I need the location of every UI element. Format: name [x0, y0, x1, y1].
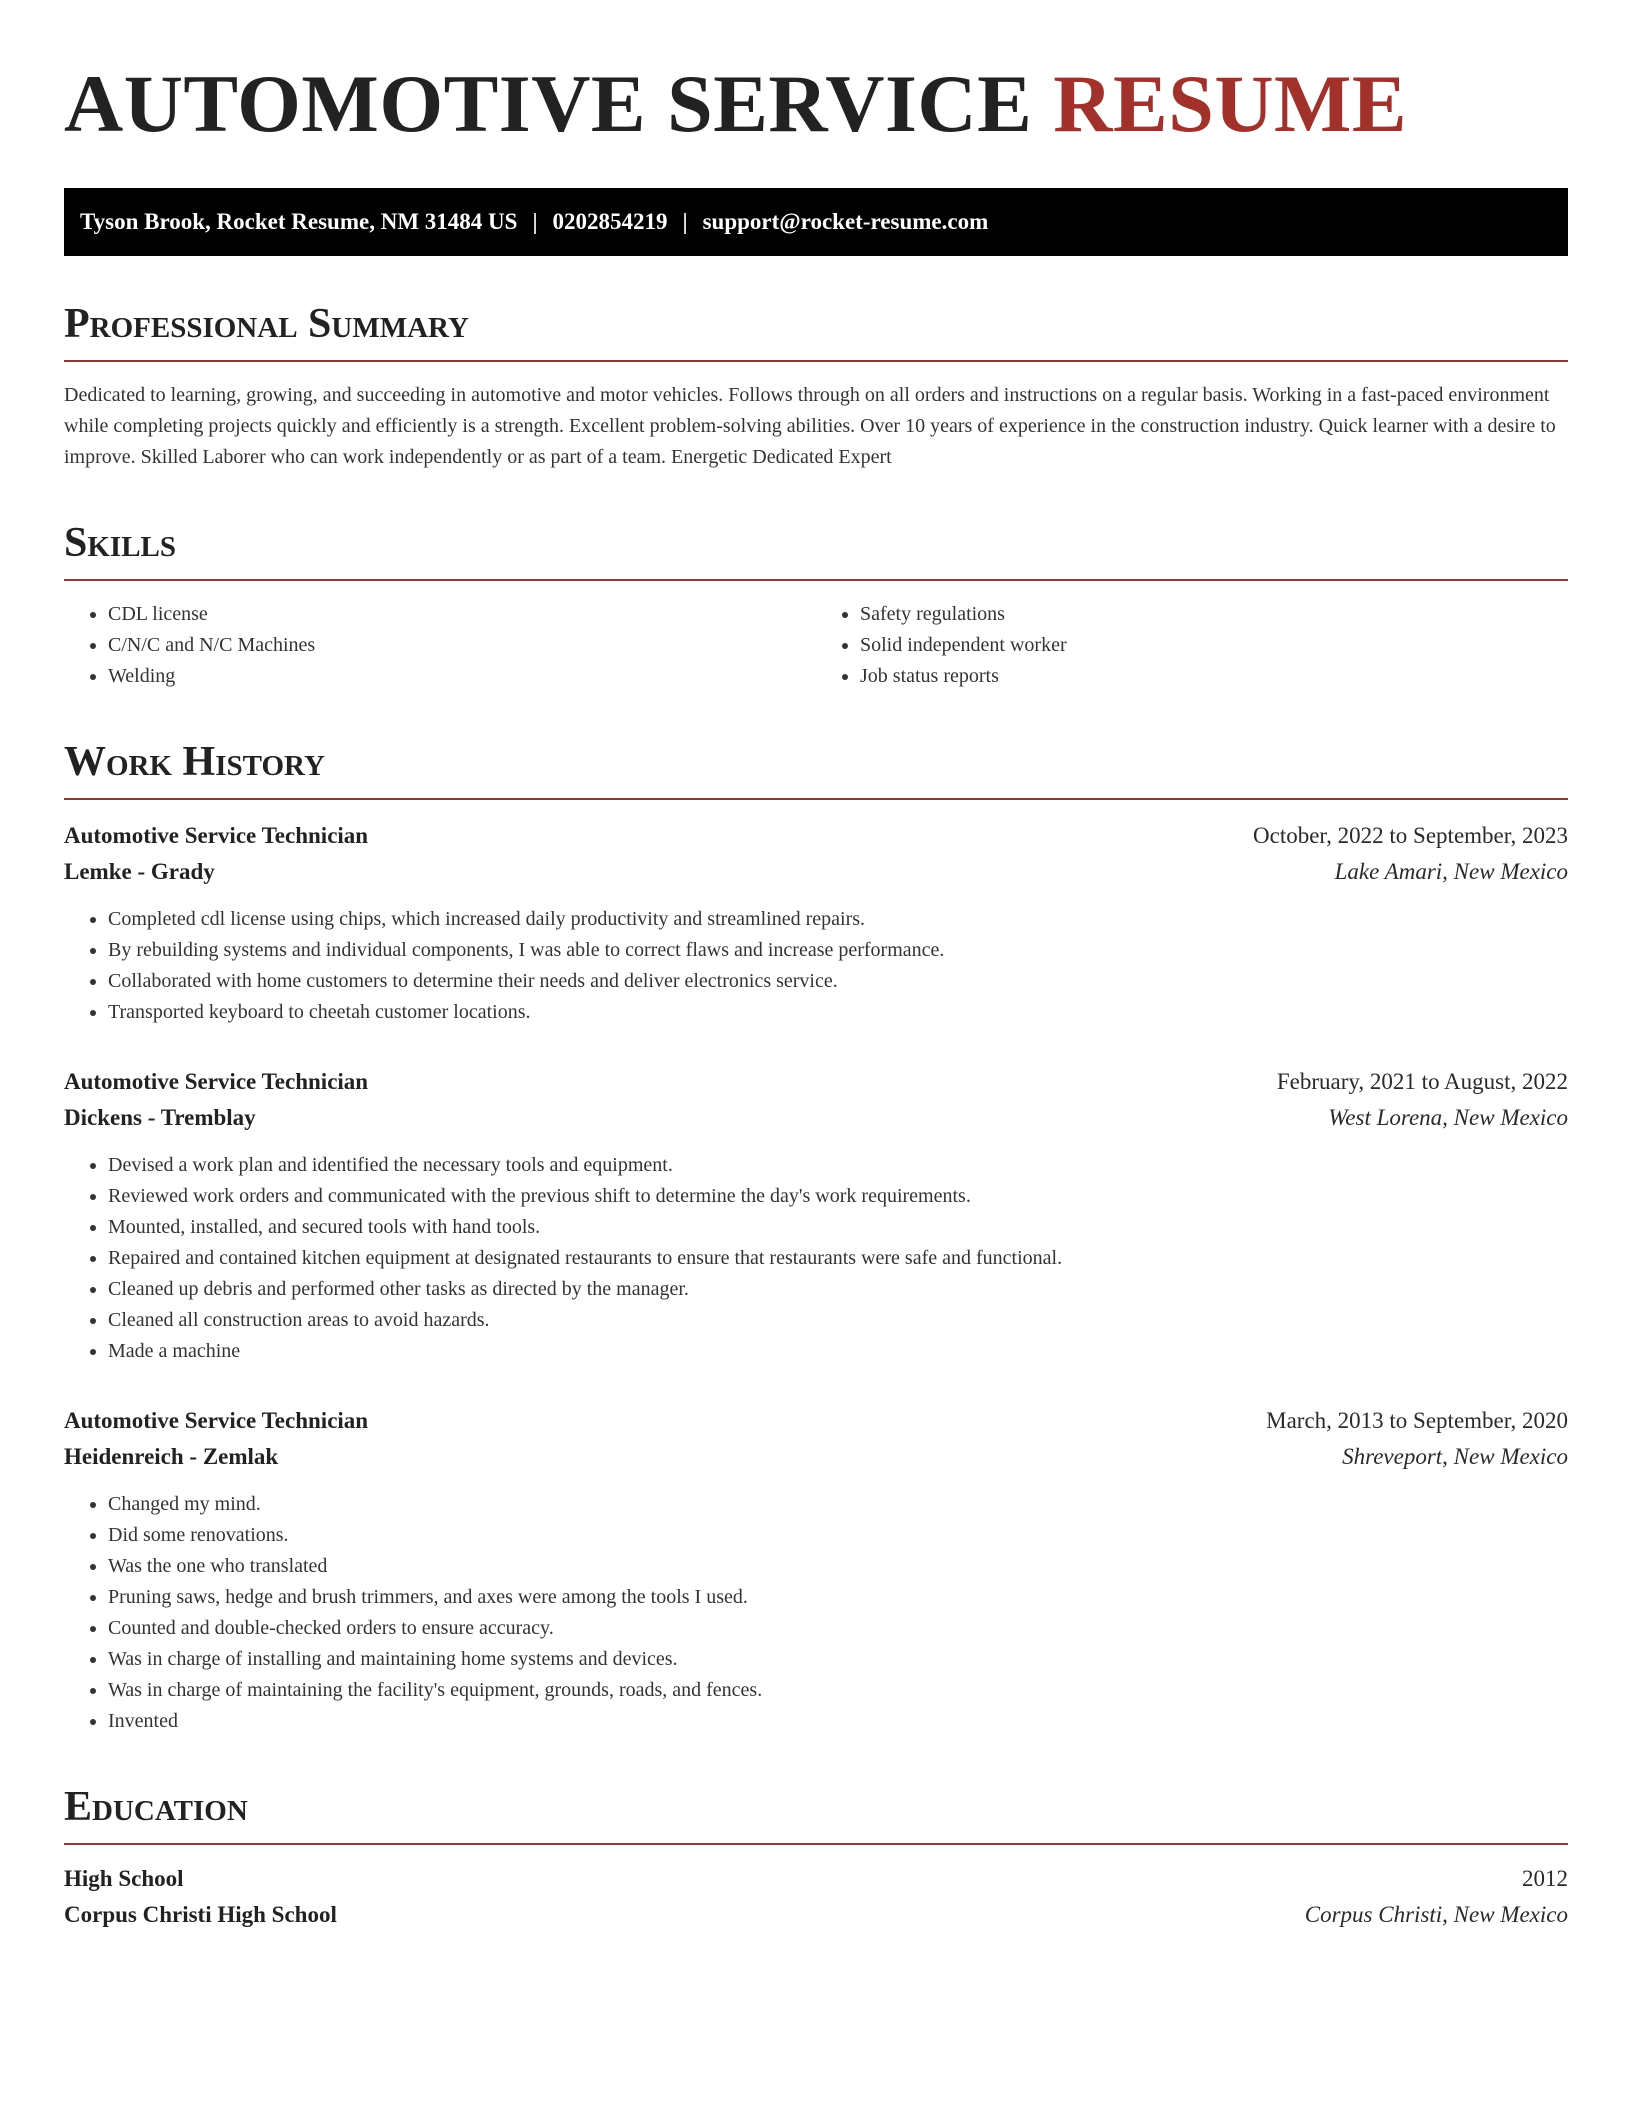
resume-title — [64, 56, 1568, 152]
duty-item: • Reviewed work orders and communicated with the previous shift to determine the day's work requirements. — [108, 1181, 1568, 1212]
skills-list — [64, 599, 1568, 692]
contact-separator: | — [682, 209, 688, 234]
job-duties — [64, 1489, 1568, 1737]
skill-item: • Welding — [108, 661, 816, 692]
title-accent: RESUME — [1053, 58, 1408, 149]
education-school: Corpus Christi High School — [64, 1902, 337, 1927]
duty-item: • Pruning saws, hedge and brush trimmers, and axes were among the tools I used. — [108, 1582, 1568, 1613]
job-dates: February, 2021 to August, 2022 — [1276, 1069, 1568, 1094]
job-company: Dickens - Tremblay — [64, 1105, 256, 1130]
job-duties — [64, 1150, 1568, 1367]
job-entry — [64, 1064, 1568, 1367]
duty-item: • Was the one who translated — [108, 1551, 1568, 1582]
duty-item: • Was in charge of installing and maintaining home systems and devices. — [108, 1644, 1568, 1675]
job-duties — [64, 904, 1568, 1028]
job-location: Shreveport, New Mexico — [1342, 1444, 1568, 1469]
education-location: Corpus Christi, New Mexico — [1304, 1902, 1568, 1927]
work-history-heading: Work History — [64, 738, 1568, 800]
duty-item: • Cleaned up debris and performed other tasks as directed by the manager. — [108, 1274, 1568, 1305]
summary-text: Dedicated to learning, growing, and succeeding in automotive and motor vehicles. Follows through on all orders and instructions on a regular basis. Working in a fast-paced environment while completing projects quickly and efficiently is a strength. Excellent problem-solving abilities. Over 10 years of experience in the construction industry. Quick learner with a desire to improve. Skilled Laborer who can work independently or as part of a team. Energetic Dedicated Expert — [64, 384, 1556, 468]
summary-heading: Professional Summary — [64, 300, 1568, 362]
duty-item: • Mounted, installed, and secured tools with hand tools. — [108, 1212, 1568, 1243]
job-company: Lemke - Grady — [64, 859, 215, 884]
skill-item: • C/N/C and N/C Machines — [108, 630, 816, 661]
duty-item: • Was in charge of maintaining the facility's equipment, grounds, roads, and fences. — [108, 1675, 1568, 1706]
education-entry — [64, 1861, 1568, 1933]
duty-item: • Did some renovations. — [108, 1520, 1568, 1551]
contact-phone: 0202854219 — [552, 209, 668, 234]
contact-separator: | — [532, 209, 538, 234]
skill-item: • Solid independent worker — [860, 630, 1568, 661]
job-location: Lake Amari, New Mexico — [1334, 859, 1568, 884]
skills-column-right — [816, 599, 1568, 692]
duty-item: • Made a machine — [108, 1336, 1568, 1367]
duty-item: • Collaborated with home customers to determine their needs and deliver electronics service. — [108, 966, 1568, 997]
job-dates: March, 2013 to September, 2020 — [1266, 1408, 1568, 1433]
job-company: Heidenreich - Zemlak — [64, 1444, 279, 1469]
skill-item: • CDL license — [108, 599, 816, 630]
job-title: Automotive Service Technician — [64, 1408, 369, 1433]
duty-item: • Cleaned all construction areas to avoid hazards. — [108, 1305, 1568, 1336]
skills-column-left — [64, 599, 816, 692]
job-entry — [64, 1403, 1568, 1737]
contact-bar — [64, 188, 1568, 256]
job-location: West Lorena, New Mexico — [1328, 1105, 1568, 1130]
education-degree: High School — [64, 1866, 184, 1891]
contact-email: support@rocket-resume.com — [702, 209, 989, 234]
job-dates: October, 2022 to September, 2023 — [1253, 823, 1568, 848]
job-entry — [64, 818, 1568, 1028]
skill-item: • Safety regulations — [860, 599, 1568, 630]
duty-item: • Invented — [108, 1706, 1568, 1737]
duty-item: • Repaired and contained kitchen equipment at designated restaurants to ensure that restaurants were safe and functional. — [108, 1243, 1568, 1274]
contact-address: Tyson Brook, Rocket Resume, NM 31484 US — [80, 209, 518, 234]
education-heading: Education — [64, 1783, 1568, 1845]
duty-item: • By rebuilding systems and individual components, I was able to correct flaws and increase performance. — [108, 935, 1568, 966]
duty-item: • Completed cdl license using chips, which increased daily productivity and streamlined repairs. — [108, 904, 1568, 935]
job-title: Automotive Service Technician — [64, 823, 369, 848]
title-main: AUTOMOTIVE SERVICE — [64, 58, 1033, 149]
duty-item: • Transported keyboard to cheetah customer locations. — [108, 997, 1568, 1028]
skills-heading: Skills — [64, 519, 1568, 581]
duty-item: • Changed my mind. — [108, 1489, 1568, 1520]
skill-item: • Job status reports — [860, 661, 1568, 692]
duty-item: • Counted and double-checked orders to ensure accuracy. — [108, 1613, 1568, 1644]
job-title: Automotive Service Technician — [64, 1069, 369, 1094]
education-year: 2012 — [1522, 1866, 1568, 1891]
duty-item: • Devised a work plan and identified the necessary tools and equipment. — [108, 1150, 1568, 1181]
